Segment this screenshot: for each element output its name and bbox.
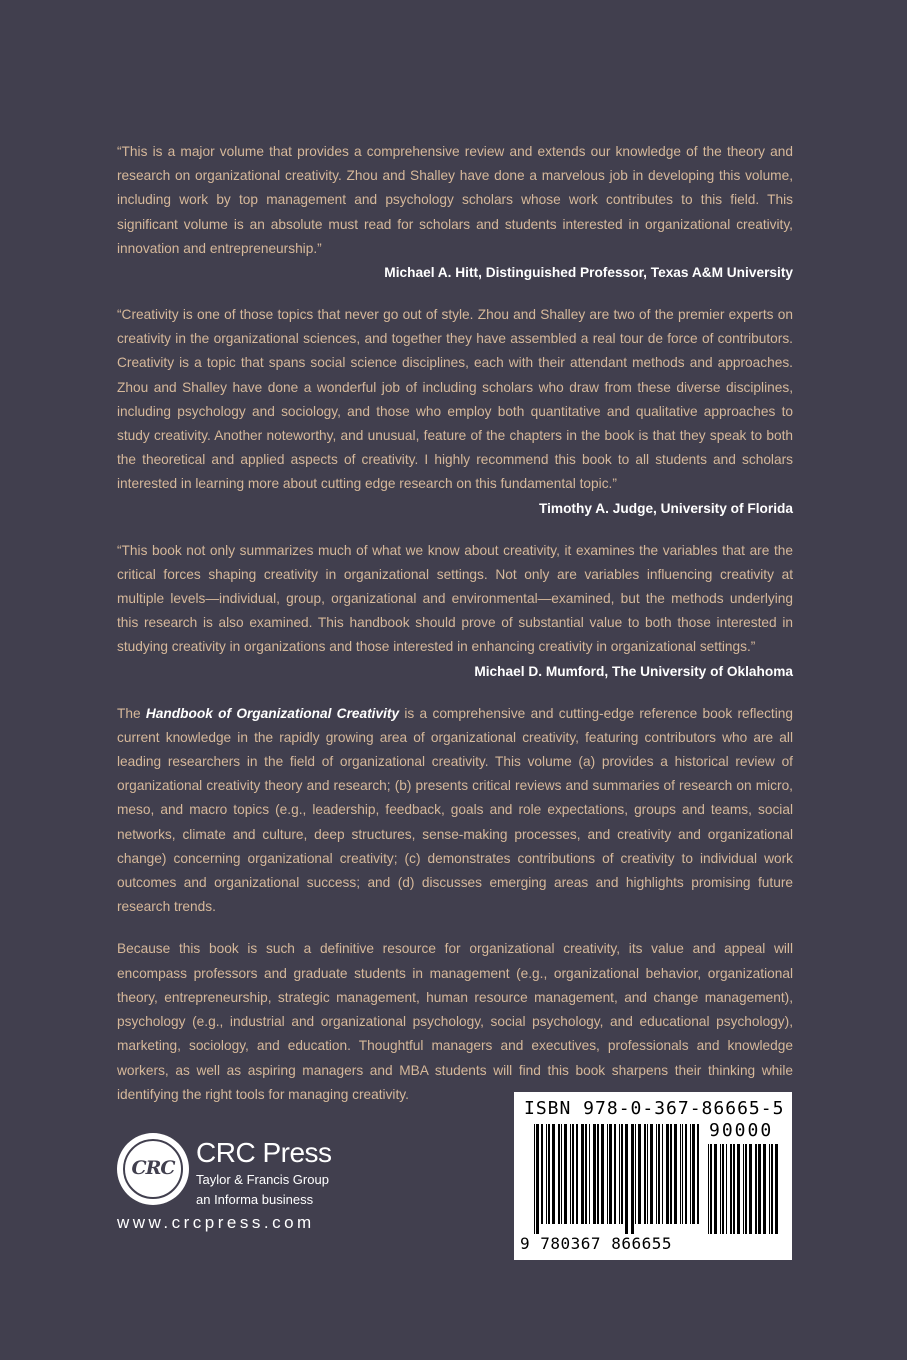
barcode-bar bbox=[593, 1124, 596, 1224]
barcode-bar bbox=[572, 1124, 574, 1224]
description-body: is a comprehensive and cutting-edge reference book reflecting current knowledge in the rapidly growing area of organizational creativity, featuring contributors who are all leading researchers in the field of organizational creativity. This volume (a) provides a historical review of organizational creativity theory and research; (b) presents critical reviews and summaries of research on micro, meso, and macro topics (e.g., leadership, feedback, goals and role expectations, groups and teams, social networks, climate and culture, deep structures, sense-making processes, and creativity and organizational change) concerning organizational creativity; (c) demonstrates contributions of creativity to individual work outcomes and organizational success; and (d) discusses emerging areas and highlights promising future research trends. bbox=[117, 705, 794, 915]
logo-text: CRC bbox=[131, 1157, 175, 1179]
book-title: Handbook of Organizational Creativity bbox=[145, 705, 400, 721]
book-description bbox=[117, 702, 793, 920]
barcode-bar bbox=[733, 1144, 735, 1234]
publisher-name: CRC Press bbox=[196, 1137, 332, 1168]
barcode-bar bbox=[710, 1144, 712, 1234]
barcode-bar bbox=[690, 1124, 691, 1224]
barcode-bar bbox=[692, 1124, 695, 1224]
barcode-bar bbox=[597, 1124, 599, 1224]
barcode-bar bbox=[601, 1124, 604, 1224]
barcode-bar bbox=[763, 1144, 766, 1234]
barcode-bar bbox=[775, 1144, 778, 1234]
audience-paragraph: Because this book is such a definitive resource for organizational creativity, its value and appeal will encompass professors and graduate students in management (e.g., organizational behavior, organizational theory, entrepreneurship, strategic management, human resource management, and change management), psychology (e.g., industrial and organizational psychology, social psychology, and educational psychology), marketing, sociology, and education. Thoughtful managers and executives, professionals and knowledge workers, as well as aspiring managers and MBA students will find this book sharpens their thinking while identifying the right tools for managing creativity. bbox=[117, 941, 793, 1102]
barcode-bar bbox=[720, 1144, 721, 1234]
barcode-bar bbox=[680, 1124, 681, 1224]
barcode-bar bbox=[581, 1124, 584, 1224]
barcode-bar bbox=[534, 1124, 535, 1234]
barcode-bar bbox=[548, 1124, 550, 1224]
barcode-bar bbox=[607, 1124, 608, 1224]
barcode-bar bbox=[697, 1124, 699, 1224]
barcode-bar bbox=[662, 1124, 663, 1224]
publisher-url: www.crcpress.com bbox=[117, 1213, 315, 1232]
barcode-bar bbox=[536, 1124, 539, 1234]
barcode-bar bbox=[670, 1124, 672, 1224]
barcode-bar bbox=[631, 1124, 634, 1234]
barcode-bar bbox=[708, 1144, 709, 1234]
barcode-bar bbox=[771, 1144, 773, 1234]
barcode-bar bbox=[685, 1124, 687, 1224]
barcode-bar bbox=[635, 1124, 636, 1224]
barcode-bar bbox=[625, 1124, 628, 1234]
barcode-bar bbox=[674, 1124, 677, 1224]
endorsement-quote: “Creativity is one of those topics that never go out of style. Zhou and Shalley are two of the premier experts on creativity in the organizational sciences, and together they have assembled a real tour de force of contributors. Creativity is a topic that spans social science disciplines, each with their attendant methods and approaches. Zhou and Shalley have done a wonderful job of including scholars who draw from these diverse disciplines, including psychology and sociology, and those who employ both quantitative and qualitative approaches to study creativity. Another noteworthy, and unusual, feature of the chapters in the book is that they speak to both the theoretical and applied aspects of creativity. I highly recommend this book to all students and scholars interested in learning more about cutting edge research on this fundamental topic.” bbox=[117, 307, 793, 492]
barcode-bar bbox=[609, 1124, 612, 1224]
ean-number: 9 780367 866655 bbox=[520, 1234, 672, 1253]
barcode-bar bbox=[682, 1124, 683, 1224]
price-barcode-bars bbox=[708, 1144, 782, 1234]
barcode-bar bbox=[755, 1144, 757, 1234]
barcode-bar bbox=[619, 1124, 620, 1224]
barcode-bar bbox=[570, 1124, 571, 1224]
barcode-bar bbox=[666, 1124, 669, 1224]
barcode-bar bbox=[722, 1144, 724, 1234]
price-code: 90000 bbox=[709, 1120, 774, 1141]
barcode-bar bbox=[644, 1124, 646, 1224]
crc-logo bbox=[117, 1133, 189, 1205]
isbn-label: ISBN 978-0-367-86665-5 bbox=[524, 1098, 785, 1119]
barcode-bar bbox=[726, 1144, 727, 1234]
barcode-bar bbox=[730, 1144, 732, 1234]
barcode-bar bbox=[561, 1124, 562, 1224]
barcode-bar bbox=[714, 1144, 717, 1234]
barcode-bar bbox=[621, 1124, 623, 1224]
isbn-barcode bbox=[514, 1092, 792, 1260]
publisher-group: Taylor & Francis Group bbox=[196, 1172, 329, 1187]
endorsement-quote: “This book not only summarizes much of what we know about creativity, it examines the variables that are the critical forces shaping creativity in organizational settings. Not only are variables influencing creativity at multiple levels—individual, group, organizational and environmental—examined, but the methods underlying this research is also examined. This handbook should prove of substantial value to both those interested in studying creativity in organizations and those interested in enhancing creativity in organizational settings.” bbox=[117, 542, 793, 655]
description-prefix: The bbox=[117, 705, 146, 721]
publisher-business: an Informa business bbox=[196, 1192, 314, 1207]
barcode-bar bbox=[541, 1124, 543, 1224]
endorsement-quote: “This is a major volume that provides a comprehensive review and extends our knowledge of the theory and research on organizational creativity. Zhou and Shalley have done a marvelous job in developing this volume, including work by top management and psychology scholars whose work contributes to this field. This significant volume is an absolute must read for scholars and students interested in organizational creativity, innovation and entrepreneurship.” bbox=[117, 144, 793, 256]
barcode-bar bbox=[647, 1124, 648, 1224]
back-cover-text bbox=[117, 140, 793, 1125]
barcode-bar bbox=[743, 1144, 744, 1234]
barcode-bar bbox=[769, 1144, 770, 1234]
endorsement-author: Michael A. Hitt, Distinguished Professor, Texas A&M University bbox=[384, 265, 793, 281]
barcode-bar bbox=[737, 1144, 740, 1234]
barcode-bar bbox=[745, 1144, 747, 1234]
barcode-bar bbox=[576, 1124, 578, 1224]
barcode-bar bbox=[638, 1124, 641, 1224]
endorsement-author: Timothy A. Judge, University of Florida bbox=[538, 500, 793, 516]
endorsement-author: Michael D. Mumford, The University of Oklahoma bbox=[474, 663, 793, 679]
barcode-bar bbox=[558, 1124, 560, 1224]
barcode-bar bbox=[758, 1144, 761, 1234]
barcode-bar bbox=[614, 1124, 616, 1224]
ean-barcode-bars bbox=[534, 1124, 702, 1234]
barcode-bar bbox=[656, 1124, 657, 1224]
barcode-bar bbox=[650, 1124, 653, 1224]
barcode-bar bbox=[585, 1124, 587, 1224]
barcode-bar bbox=[658, 1124, 660, 1224]
barcode-bar bbox=[564, 1124, 567, 1224]
barcode-bar bbox=[546, 1124, 547, 1224]
barcode-bar bbox=[749, 1144, 752, 1234]
barcode-bar bbox=[552, 1124, 555, 1224]
barcode-bar bbox=[589, 1124, 590, 1224]
